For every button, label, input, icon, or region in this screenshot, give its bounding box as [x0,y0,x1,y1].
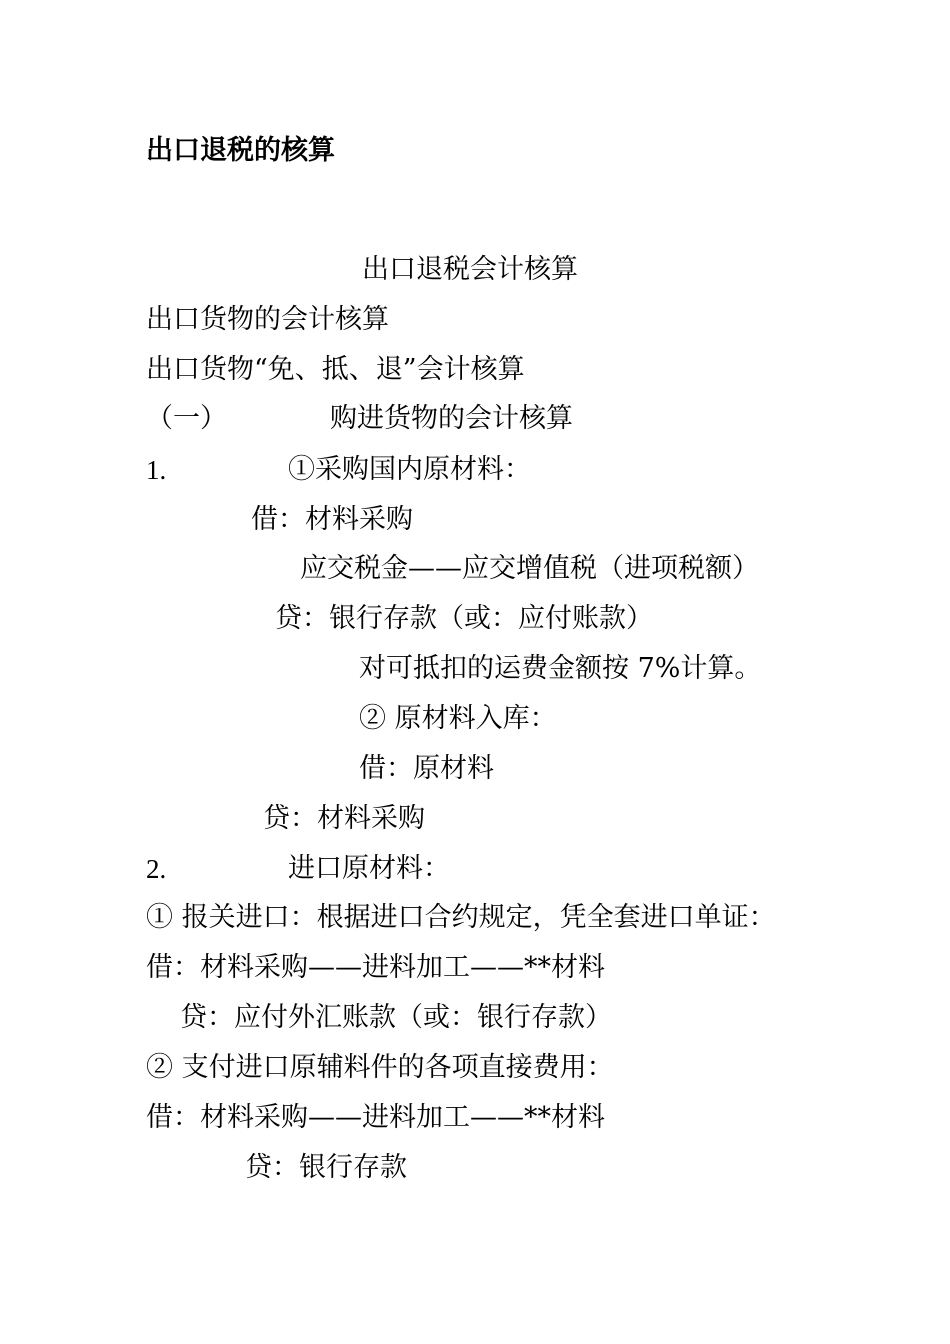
list-marker: 2. [146,854,167,884]
list-marker: 1. [146,455,167,485]
text-line: 出口货物的会计核算 [146,304,389,335]
section-heading: 出口退税会计核算 [362,254,578,285]
text-line: 应交税金——应交增值税（进项税额） [300,553,759,584]
list-marker: （一） [146,403,227,434]
text-line: 购进货物的会计核算 [330,403,573,434]
text-line: 对可抵扣的运费金额按 7%计算。 [359,653,762,684]
text-line: 借：材料采购——进料加工——**材料 [146,952,605,983]
text-line: ①采购国内原材料： [288,454,531,485]
text-line: ② 原材料入库： [359,703,557,734]
text-line: 出口货物“免、抵、退”会计核算 [146,354,525,385]
document-title: 出口退税的核算 [146,135,335,166]
text-line: 借：原材料 [359,753,494,784]
text-line: 贷：材料采购 [263,803,425,834]
text-line: 贷：银行存款 [245,1152,407,1183]
text-line: 借：材料采购 [251,504,413,535]
text-line: 贷：应付外汇账款（或：银行存款） [180,1002,612,1033]
text-line: 进口原材料： [288,853,450,884]
text-line: 贷：银行存款（或：应付账款） [275,603,653,634]
text-line: ① 报关进口：根据进口合约规定，凭全套进口单证： [146,902,776,933]
text-line: 借：材料采购——进料加工——**材料 [146,1102,605,1133]
text-line: ② 支付进口原辅料件的各项直接费用： [146,1052,614,1083]
